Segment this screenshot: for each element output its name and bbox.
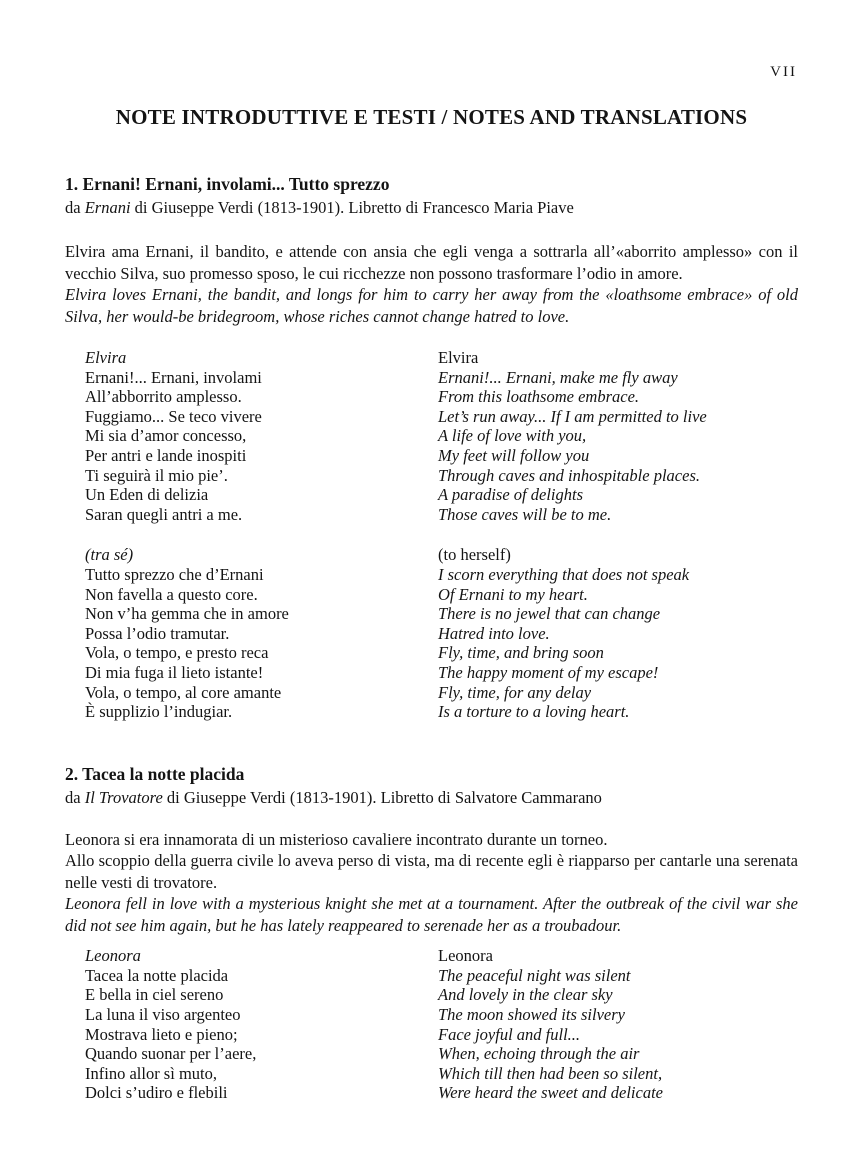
verse-line: Fuggiamo... Se teco vivere bbox=[85, 406, 262, 426]
verse-line: The moon showed its silvery bbox=[438, 1004, 625, 1024]
verse-line: La luna il viso argenteo bbox=[85, 1004, 241, 1024]
verse-line: Di mia fuga il lieto istante! bbox=[85, 662, 264, 682]
verse-line: Fly, time, and bring soon bbox=[438, 643, 604, 663]
verse-line: A life of love with you, bbox=[438, 426, 587, 446]
source-work-title: Ernani bbox=[84, 198, 131, 217]
verse-line: Fly, time, for any delay bbox=[438, 682, 592, 702]
synopsis-italian: Leonora si era innamorata di un misterioso cavaliere incontrato durante un torneo. bbox=[65, 829, 608, 849]
speaker-name: Elvira bbox=[85, 348, 127, 367]
source-prefix: da bbox=[65, 198, 85, 217]
page-number: VII bbox=[770, 64, 797, 80]
section-trovatore bbox=[65, 764, 798, 1103]
stage-direction: (to herself) bbox=[438, 545, 511, 565]
verse-line: Quando suonar per l’aere, bbox=[85, 1044, 257, 1064]
verse-column-italian bbox=[85, 348, 438, 524]
verse-column-italian bbox=[85, 545, 438, 721]
verse-line: From this loathsome embrace. bbox=[438, 387, 640, 407]
synopsis-english: Elvira loves Ernani, the bandit, and longs for him to carry her away from the «loathsome embrace» of old Silva, her would-be bridegroom, whose riches cannot change hatred to love. bbox=[65, 285, 798, 326]
verse-line: Hatred into love. bbox=[438, 623, 550, 643]
verse-line: Ti seguirà il mio pie’. bbox=[85, 465, 228, 485]
verse-line: Ernani!... Ernani, make me fly away bbox=[438, 367, 678, 387]
synopsis-italian: Elvira ama Ernani, il bandito, e attende con ansia che egli venga a sottrarla all’«aborrito amplesso» con il vecchio Silva, suo promesso sposo, le cui ricchezze non possono trasformare l’odio in amore. bbox=[65, 242, 798, 283]
verse-line: Those caves will be to me. bbox=[438, 504, 612, 524]
verse-line: Vola, o tempo, al core amante bbox=[85, 682, 282, 702]
verse-line: Saran quegli antri a me. bbox=[85, 504, 243, 524]
verse-line: Which till then had been so silent, bbox=[438, 1063, 663, 1083]
verse-line: Were heard the sweet and delicate bbox=[438, 1083, 663, 1103]
verse-column-english bbox=[438, 545, 798, 721]
section-1-heading: 1. Ernani! Ernani, involami... Tutto sprezzo bbox=[65, 174, 390, 194]
verse-column-english bbox=[438, 946, 798, 1103]
verse-line: When, echoing through the air bbox=[438, 1044, 640, 1064]
verse-line: Non v’ha gemma che in amore bbox=[85, 604, 289, 624]
synopsis-english: Leonora fell in love with a mysterious knight she met at a tournament. After the outbreak of the civil war she did not see him again, but he has lately reappeared to serenade her as a troubadour. bbox=[65, 894, 798, 935]
verse-line: Infino allor sì muto, bbox=[85, 1063, 217, 1083]
section-1-synopsis bbox=[65, 241, 798, 327]
verse-line: Of Ernani to my heart. bbox=[438, 584, 588, 604]
speaker-name: Leonora bbox=[85, 946, 141, 966]
stanza-tacea-la-notte bbox=[85, 946, 798, 1103]
verse-line: A paradise of delights bbox=[438, 485, 583, 505]
verse-line: Through caves and inhospitable places. bbox=[438, 465, 700, 485]
verse-line: Possa l’odio tramutar. bbox=[85, 623, 230, 643]
page-title: NOTE INTRODUTTIVE E TESTI / NOTES AND TRANSLATIONS bbox=[115, 105, 748, 129]
verse-line: Dolci s’udiro e flebili bbox=[85, 1083, 228, 1103]
verse-line: Per antri e lande inospiti bbox=[85, 445, 247, 465]
section-2-heading: 2. Tacea la notte placida bbox=[65, 763, 245, 784]
synopsis-italian: Allo scoppio della guerra civile lo aveva perso di vista, ma di recente egli è riapparso per cantarle una serenata nelle vesti di trovatore. bbox=[65, 851, 798, 892]
verse-column-italian bbox=[85, 946, 438, 1103]
speaker-name: Leonora bbox=[438, 946, 493, 966]
verse-line: Face joyful and full... bbox=[438, 1024, 581, 1044]
verse-line: I scorn everything that does not speak bbox=[438, 564, 690, 584]
verse-line: Non favella a questo core. bbox=[85, 584, 258, 604]
verse-line: Is a torture to a loving heart. bbox=[438, 702, 630, 722]
verse-line: All’abborrito amplesso. bbox=[85, 387, 242, 407]
stage-direction: (tra sé) bbox=[85, 545, 134, 565]
stanza-elvira-aria bbox=[85, 348, 798, 524]
verse-line: Mi sia d’amor concesso, bbox=[85, 426, 247, 446]
verse-line: E bella in ciel sereno bbox=[85, 985, 224, 1005]
verse-line: Tutto sprezzo che d’Ernani bbox=[85, 564, 264, 584]
section-ernani bbox=[65, 174, 798, 722]
verse-column-english bbox=[438, 348, 798, 524]
verse-line: Un Eden di delizia bbox=[85, 485, 209, 505]
verse-line: È supplizio l’indugiar. bbox=[85, 702, 233, 722]
verse-line: There is no jewel that can change bbox=[438, 604, 661, 624]
verse-line: Mostrava lieto e pieno; bbox=[85, 1024, 238, 1044]
verse-line: The happy moment of my escape! bbox=[438, 662, 659, 682]
section-1-source-line bbox=[65, 197, 798, 218]
verse-line: And lovely in the clear sky bbox=[438, 985, 613, 1005]
page-content bbox=[65, 0, 798, 1103]
source-credits: di Giuseppe Verdi (1813-1901). Libretto di Francesco Maria Piave bbox=[130, 198, 574, 217]
stanza-tutto-sprezzo bbox=[85, 545, 798, 721]
section-2-source-line bbox=[65, 787, 798, 808]
speaker-name: Elvira bbox=[438, 348, 479, 367]
verse-line: Vola, o tempo, e presto reca bbox=[85, 643, 269, 663]
section-2-synopsis bbox=[65, 829, 798, 937]
source-prefix: da bbox=[65, 787, 85, 807]
source-credits: di Giuseppe Verdi (1813-1901). Libretto di Salvatore Cammarano bbox=[162, 787, 602, 807]
verse-line: The peaceful night was silent bbox=[438, 965, 631, 985]
verse-line: My feet will follow you bbox=[438, 445, 590, 465]
source-work-title: Il Trovatore bbox=[84, 787, 163, 807]
verse-line: Tacea la notte placida bbox=[85, 965, 229, 985]
verse-line: Let’s run away... If I am permitted to live bbox=[438, 406, 707, 426]
verse-line: Ernani!... Ernani, involami bbox=[85, 367, 262, 387]
